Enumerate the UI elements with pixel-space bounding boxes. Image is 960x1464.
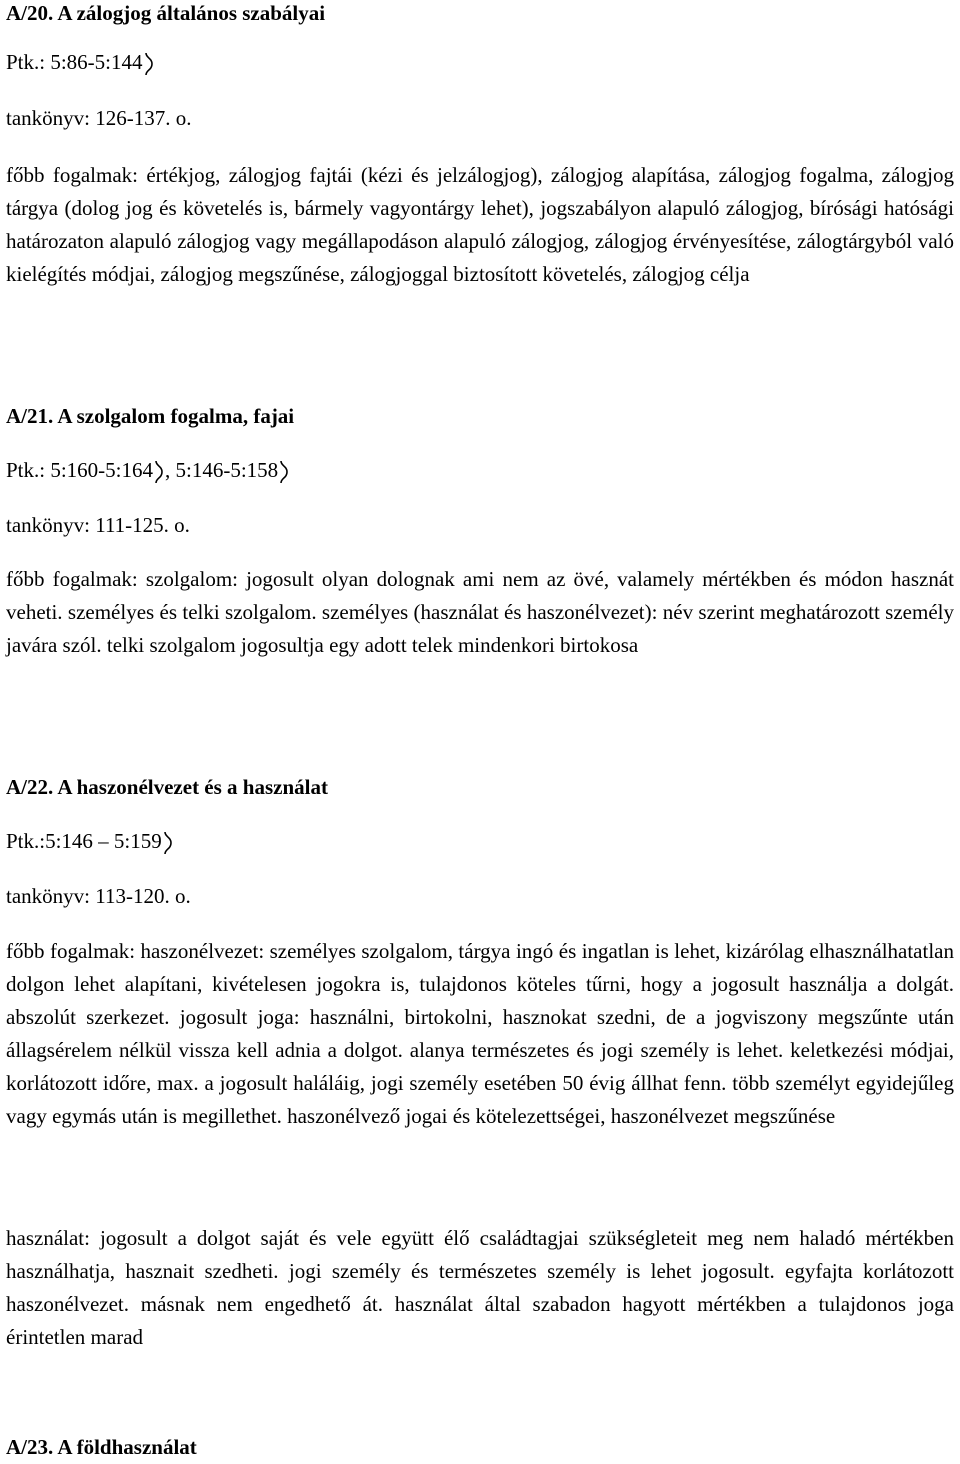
section-a22-ptk-text: Ptk.:5:146 – 5:159: [6, 829, 162, 853]
section-a22-paragraph-hasznalat: használat: jogosult a dolgot saját és vele együtt élő családtagjai szükségleteit meg nem haladó mértékben használhatja, hasznait szedheti. jogi személy és természetes személy is lehet jogosult. egyfajta korlátozott haszonélvezet. másnak nem engedhető át. használat által szabadon hagyott mértékben a tulajdonos joga érintetlen marad: [6, 1226, 954, 1349]
section-marker-icon: [153, 461, 165, 483]
section-a23-heading: A/23. A földhasználat: [6, 1435, 197, 1459]
section-a22-ptk: [6, 825, 954, 858]
section-a21-ptk: [6, 454, 954, 487]
section-a21-ptk-text-2: , 5:146-5:158: [165, 458, 279, 482]
section-a21-tankonyv: tankönyv: 111-125. o.: [6, 513, 190, 537]
section-a21-ptk-text-1: Ptk.: 5:160-5:164: [6, 458, 154, 482]
section-a21-heading: A/21. A szolgalom fogalma, fajai: [6, 404, 295, 428]
section-a20-heading: A/20. A zálogjog általános szabályai: [6, 1, 326, 25]
section-a20-ptk: [6, 46, 954, 79]
section-a22-tankonyv: tankönyv: 113-120. o.: [6, 884, 191, 908]
section-a22-heading: A/22. A haszonélvezet és a használat: [6, 775, 328, 799]
section-a21-paragraph: főbb fogalmak: szolgalom: jogosult olyan dolognak ami nem az övé, valamely mértékben és módon hasznát veheti. személyes és telki szolgalom. személyes (használat és haszonélvezet): név szerint meghatározott személy javára szól. telki szolgalom jogosultja egy adott telek mindenkori birtokosa: [6, 567, 954, 657]
section-a20-tankonyv: tankönyv: 126-137. o.: [6, 106, 192, 130]
section-marker-icon: [143, 53, 155, 75]
section-marker-icon: [278, 461, 290, 483]
section-a22-paragraph-haszonelvezet: főbb fogalmak: haszonélvezet: személyes szolgalom, tárgya ingó és ingatlan is lehet, kizárólag elhasználhatatlan dolgon lehet alapítani, kivételesen jogokra is, tulajdonos köteles tűrni, hogy a jogosult használja a dolgát. abszolút szerkezet. jogosult joga: használni, birtokolni, hasznokat szedni, de a jogviszony megszűnte után állagsérelem nélkül vissza kell adnia a dolgot. alanya természetes és jogi személy is lehet. keletkezési módjai, korlátozott időre, max. a jogosult haláláig, jogi személy esetében 50 évig állhat fenn. több személyt egyidejűleg vagy egymás után is megillethet. haszonélvező jogai és kötelezettségei, haszonélvezet megszűnése: [6, 939, 954, 1128]
section-a20-paragraph: főbb fogalmak: értékjog, zálogjog fajtái (kézi és jelzálogjog), zálogjog alapítása, zálogjog fogalma, zálogjog tárgya (dolog jog és követelés is, bármely vagyontárgy lehet), jogszabályon alapuló zálogjog, bírósági hatósági határozaton alapuló zálogjog vagy megállapodáson alapuló zálogjog, zálogjog érvényesítése, zálogtárgyból való kielégítés módjai, zálogjog megszűnése, zálogjoggal biztosított követelés, zálogjog célja: [6, 163, 954, 286]
section-marker-icon: [162, 832, 174, 854]
section-a20-ptk-text: Ptk.: 5:86-5:144: [6, 50, 143, 74]
